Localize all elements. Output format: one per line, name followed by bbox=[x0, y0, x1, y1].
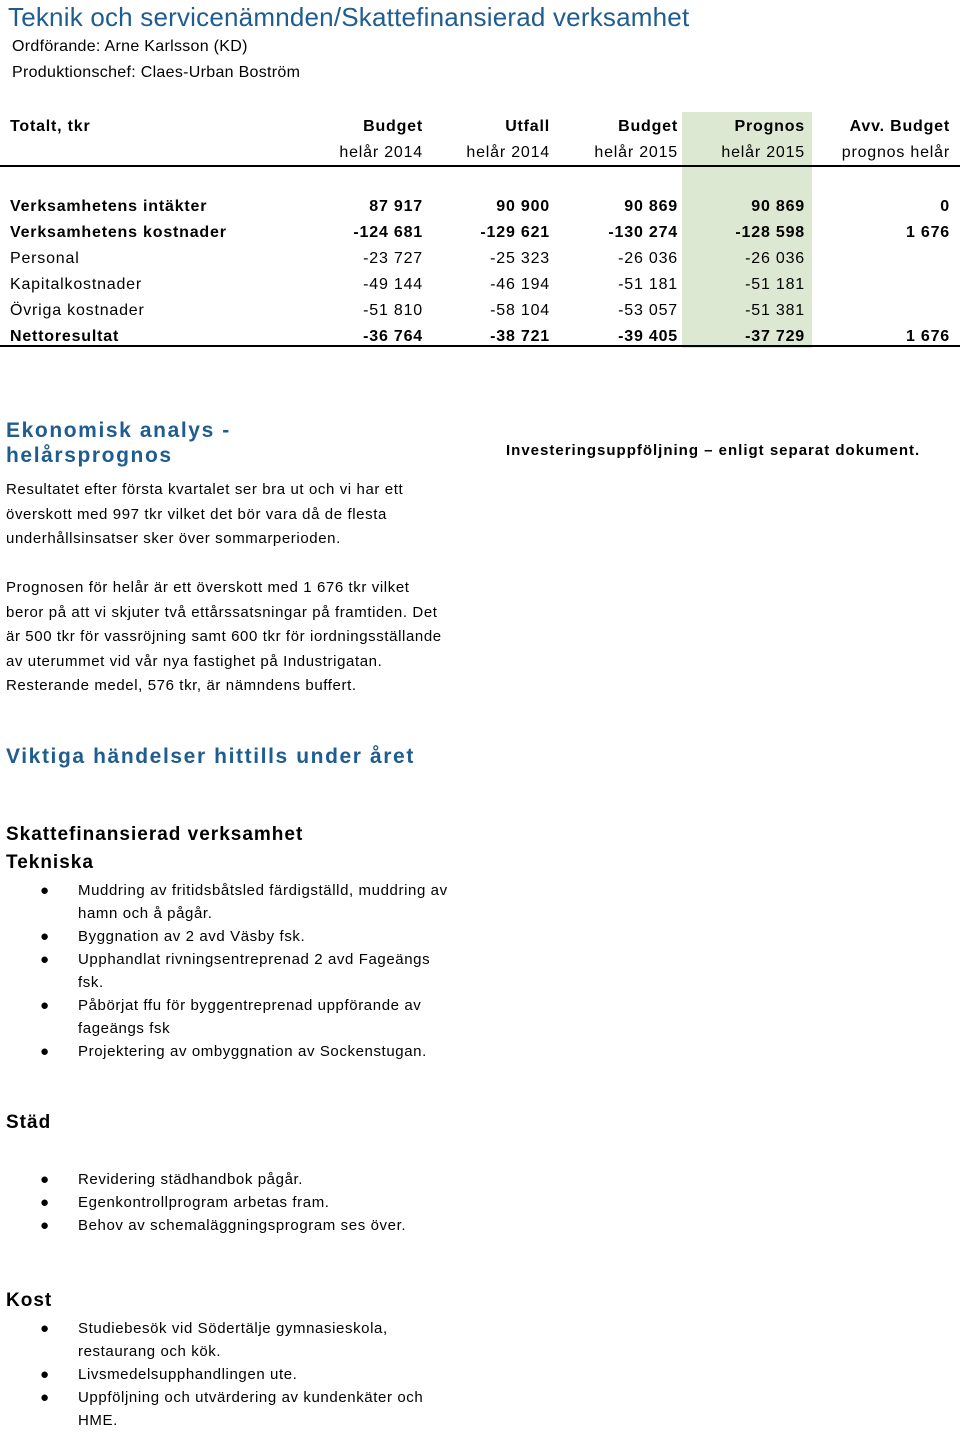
table-cell: -26 036 bbox=[745, 250, 805, 267]
row-label-kostnader: Verksamhetens kostnader bbox=[10, 224, 227, 241]
row-label-personal: Personal bbox=[10, 250, 80, 267]
table-cell: -23 727 bbox=[363, 250, 423, 267]
col-header-budget-2015-l1: Budget bbox=[618, 118, 678, 135]
table-cell: 90 900 bbox=[496, 198, 550, 215]
table-bottom-divider bbox=[0, 345, 960, 347]
table-cell: -25 323 bbox=[490, 250, 550, 267]
col-header-prognos-2015-l2: helår 2015 bbox=[721, 144, 805, 161]
table-cell: 90 869 bbox=[624, 198, 678, 215]
section-heading: Skattefinansierad verksamhet bbox=[6, 824, 304, 845]
table-cell: -26 036 bbox=[618, 250, 678, 267]
header-divider bbox=[0, 165, 960, 167]
col-header-budget-2014-l2: helår 2014 bbox=[339, 144, 423, 161]
col-header-budget-2014-l1: Budget bbox=[363, 118, 423, 135]
list-item: Påbörjat ffu för byggentreprenad uppförande av fageängs fsk bbox=[78, 997, 422, 1037]
page-title: Teknik och servicenämnden/Skattefinansierad verksamhet bbox=[8, 2, 690, 32]
col-header-utfall-2014-l1: Utfall bbox=[505, 118, 550, 135]
col-header-budget-2015-l2: helår 2015 bbox=[594, 144, 678, 161]
table-cell: -46 194 bbox=[490, 276, 550, 293]
analysis-heading: Ekonomisk analys - helårsprognos bbox=[6, 419, 231, 467]
list-item: Egenkontrollprogram arbetas fram. bbox=[78, 1194, 330, 1211]
col-header-deviation-l1: Avv. Budget bbox=[849, 118, 950, 135]
table-cell: -124 681 bbox=[353, 224, 423, 241]
analysis-paragraph-2: Prognosen för helår är ett överskott med 1 676 tkr vilket beror på att vi skjuter två ettårssatsningar på framtiden. Det är 500 tkr för vassröjning samt 600 tkr för iordningsställande av uterummet vid vår nya fastighet på Industrigatan. Resterande medel, 576 tkr, är nämndens buffert. bbox=[6, 579, 442, 694]
group-title-tekniska: Tekniska bbox=[6, 852, 94, 873]
list-item: Studiebesök vid Södertälje gymnasieskola, restaurang och kök. bbox=[78, 1320, 388, 1360]
table-cell: 1 676 bbox=[905, 328, 950, 345]
table-cell: 87 917 bbox=[369, 198, 423, 215]
table-cell: -51 810 bbox=[363, 302, 423, 319]
bullet-icon: ● bbox=[40, 1043, 50, 1060]
row-label-ovriga-kostnader: Övriga kostnader bbox=[10, 302, 145, 319]
list-item: Behov av schemaläggningsprogram ses över. bbox=[78, 1217, 407, 1234]
table-cell: -58 104 bbox=[490, 302, 550, 319]
table-cell: -37 729 bbox=[745, 328, 805, 345]
table-cell: -51 181 bbox=[745, 276, 805, 293]
bullet-icon: ● bbox=[40, 1194, 50, 1211]
list-item: Uppföljning och utvärdering av kundenkäter och HME. bbox=[78, 1389, 424, 1429]
table-cell: -51 381 bbox=[745, 302, 805, 319]
table-cell: -128 598 bbox=[735, 224, 805, 241]
list-item: Revidering städhandbok pågår. bbox=[78, 1171, 304, 1188]
list-item: Livsmedelsupphandlingen ute. bbox=[78, 1366, 298, 1383]
list-item: Byggnation av 2 avd Väsby fsk. bbox=[78, 928, 306, 945]
table-cell: -36 764 bbox=[363, 328, 423, 345]
bullet-icon: ● bbox=[40, 1217, 50, 1234]
table-cell: -38 721 bbox=[490, 328, 550, 345]
bullet-icon: ● bbox=[40, 1366, 50, 1383]
table-cell: -49 144 bbox=[363, 276, 423, 293]
table-cell: -51 181 bbox=[618, 276, 678, 293]
bullet-icon: ● bbox=[40, 928, 50, 945]
group-title-kost: Kost bbox=[6, 1290, 53, 1311]
bullet-icon: ● bbox=[40, 1389, 50, 1406]
col-header-deviation-l2: prognos helår bbox=[841, 144, 950, 161]
list-item: Muddring av fritidsbåtsled färdigställd, muddring av hamn och å pågår. bbox=[78, 882, 448, 922]
col-header-label: Totalt, tkr bbox=[10, 118, 91, 135]
table-cell: -129 621 bbox=[480, 224, 550, 241]
table-cell: -130 274 bbox=[608, 224, 678, 241]
production-chief-line: Produktionschef: Claes-Urban Boström bbox=[12, 64, 301, 81]
row-label-intakter: Verksamhetens intäkter bbox=[10, 198, 208, 215]
analysis-paragraph-1: Resultatet efter första kvartalet ser bra ut och vi har ett överskott med 997 tkr vilket det bör vara då de flesta underhållsinsatser sker över sommarperioden. bbox=[6, 481, 404, 547]
bullet-icon: ● bbox=[40, 1320, 50, 1337]
list-item: Projektering av ombyggnation av Sockenstugan. bbox=[78, 1043, 427, 1060]
col-header-utfall-2014-l2: helår 2014 bbox=[466, 144, 550, 161]
bullet-icon: ● bbox=[40, 882, 50, 899]
table-cell: -53 057 bbox=[618, 302, 678, 319]
table-cell: 90 869 bbox=[751, 198, 805, 215]
col-header-prognos-2015-l1: Prognos bbox=[734, 118, 805, 135]
group-title-stad: Städ bbox=[6, 1112, 52, 1133]
bullet-icon: ● bbox=[40, 1171, 50, 1188]
table-cell: 1 676 bbox=[905, 224, 950, 241]
row-label-kapitalkostnader: Kapitalkostnader bbox=[10, 276, 142, 293]
bullet-icon: ● bbox=[40, 997, 50, 1014]
chair-line: Ordförande: Arne Karlsson (KD) bbox=[12, 38, 248, 55]
financial-table bbox=[0, 112, 960, 348]
list-item: Upphandlat rivningsentreprenad 2 avd Fageängs fsk. bbox=[78, 951, 431, 991]
bullet-icon: ● bbox=[40, 951, 50, 968]
investment-note: Investeringsuppföljning – enligt separat dokument. bbox=[506, 442, 921, 459]
table-cell: -39 405 bbox=[618, 328, 678, 345]
events-heading: Viktiga händelser hittills under året bbox=[6, 745, 415, 768]
row-label-nettoresultat: Nettoresultat bbox=[10, 328, 120, 345]
table-cell: 0 bbox=[940, 198, 950, 215]
